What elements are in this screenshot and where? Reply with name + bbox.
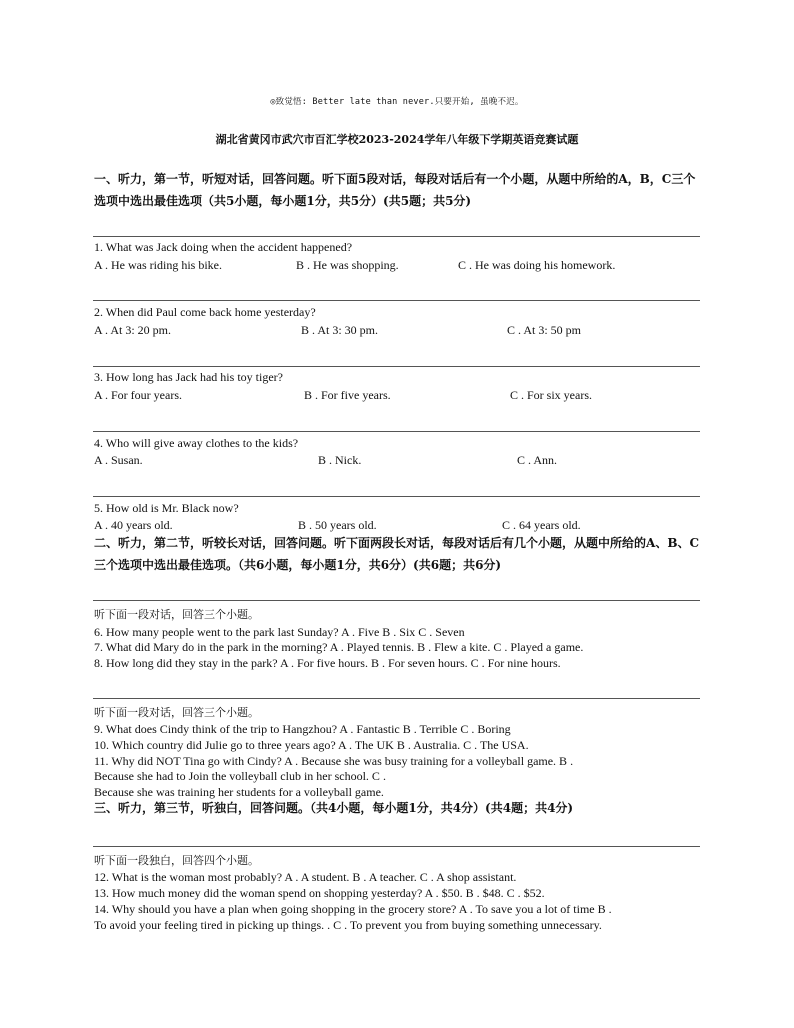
question-7: 7. What did Mary do in the park in the morning? A . Played tennis. B . Flew a kite. C . Played a game.: [94, 640, 584, 654]
question-2: 2. When did Paul come back home yesterday?: [94, 305, 316, 319]
group-intro: 听下面一段对话，回答三个小题。: [94, 706, 259, 719]
question-11-cont: Because she was training her students for a volleyball game.: [94, 785, 384, 799]
question-11: 11. Why did NOT Tina go with Cindy? A . Because she was busy training for a volleyball game. B .: [94, 754, 574, 768]
question-14: 14. Why should you have a plan when going shopping in the grocery store? A . To save you a lot of time B .: [94, 902, 612, 916]
question-11-cont: Because she had to Join the volleyball club in her school. C .: [94, 769, 386, 783]
question-9: 9. What does Cindy think of the trip to Hangzhou? A . Fantastic B . Terrible C . Boring: [94, 722, 511, 736]
q2-option-c: C . At 3: 50 pm: [507, 323, 582, 337]
question-12: 12. What is the woman most probably? A . A student. B . A teacher. C . A shop assistant.: [94, 870, 517, 884]
question-6: 6. How many people went to the park last Sunday? A . Five B . Six C . Seven: [94, 625, 465, 639]
q5-option-a: A . 40 years old.: [94, 518, 173, 532]
q4-option-b: B . Nick.: [318, 453, 362, 467]
section2-heading: 二、听力，第二节，听较长对话，回答问题。听下面两段长对话，每段对话后有几个小题，从题中所给的A、B、C三个选项中选出最佳选项。（共6小题，每小题1分，共6分）(共6题；共6分): [94, 536, 700, 572]
question-8: 8. How long did they stay in the park? A . For five hours. B . For seven hours. C . For nine hours.: [94, 656, 561, 670]
section1-heading: 一、听力，第一节，听短对话，回答问题。听下面5段对话，每段对话后有一个小题，从题中所给的A，B，C三个选项中选出最佳选项（共5小题，每小题1分，共5分）(共5题；共5分): [94, 172, 696, 208]
q3-option-c: C . For six years.: [510, 388, 592, 402]
q1-option-c: C . He was doing his homework.: [458, 258, 616, 272]
question-10: 10. Which country did Julie go to three years ago? A . The UK B . Australia. C . The USA.: [94, 738, 529, 752]
q2-option-b: B . At 3: 30 pm.: [301, 323, 379, 337]
question-14-cont: To avoid your feeling tired in picking up things. . C . To prevent you from buying something unnecessary.: [94, 918, 602, 932]
group-intro: 听下面一段对话，回答三个小题。: [94, 608, 259, 621]
q1-option-b: B . He was shopping.: [296, 258, 399, 272]
q3-option-a: A . For four years.: [94, 388, 182, 402]
q4-option-c: C . Ann.: [517, 453, 558, 467]
question-5: 5. How old is Mr. Black now?: [94, 501, 239, 515]
question-13: 13. How much money did the woman spend on shopping yesterday? A . $50. B . $48. C . $52.: [94, 886, 545, 900]
divider: [93, 846, 700, 847]
q4-option-a: A . Susan.: [94, 453, 143, 467]
exam-title: 湖北省黄冈市武穴市百汇学校2023-2024学年八年级下学期英语竞赛试题: [215, 133, 579, 146]
q5-option-b: B . 50 years old.: [298, 518, 377, 532]
divider: [93, 496, 700, 497]
motto-header: ◎致觉悟: Better late than never.只要开始, 虽晚不迟。: [270, 97, 524, 107]
divider: [93, 300, 700, 301]
divider: [93, 236, 700, 237]
q5-option-c: C . 64 years old.: [502, 518, 581, 532]
divider: [93, 600, 700, 601]
q2-option-a: A . At 3: 20 pm.: [94, 323, 172, 337]
divider: [93, 698, 700, 699]
divider: [93, 366, 700, 367]
section3-heading: 三、听力，第三节，听独白，回答问题。（共4小题，每小题1分，共4分）(共4题；共4分): [94, 801, 574, 815]
q3-option-b: B . For five years.: [304, 388, 391, 402]
group-intro: 听下面一段独白，回答四个小题。: [94, 854, 259, 867]
q1-option-a: A . He was riding his bike.: [94, 258, 222, 272]
question-3: 3. How long has Jack had his toy tiger?: [94, 370, 283, 384]
divider: [93, 431, 700, 432]
question-4: 4. Who will give away clothes to the kids?: [94, 436, 299, 450]
question-1: 1. What was Jack doing when the accident happened?: [94, 240, 353, 254]
